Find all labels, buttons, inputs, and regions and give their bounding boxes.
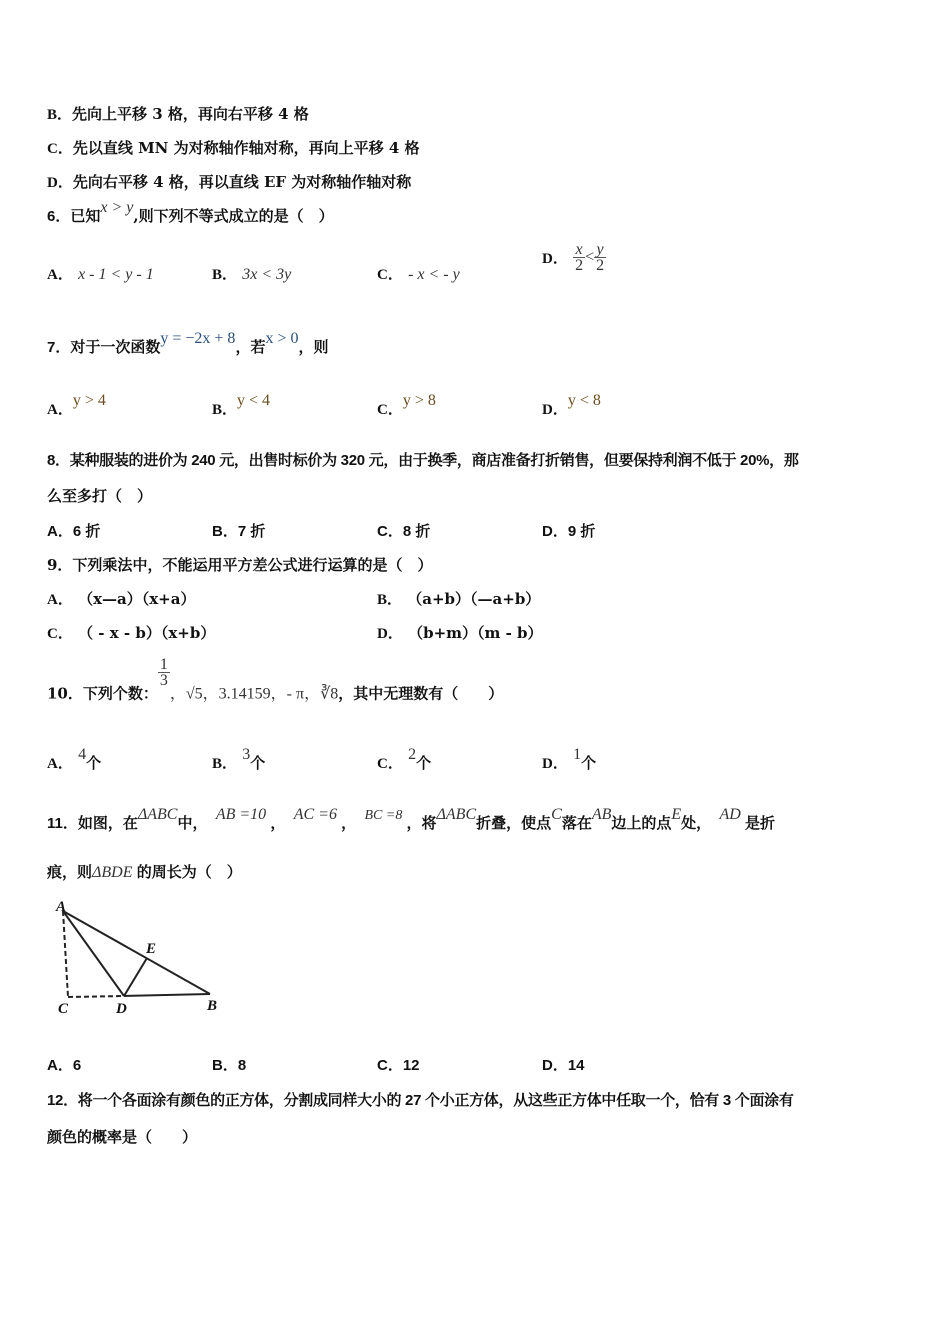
denominator: 3 — [159, 672, 168, 689]
option-text: （a+b）（—a+b） — [407, 590, 541, 608]
option-label: C． — [47, 141, 73, 157]
option-label: B． — [212, 267, 238, 283]
math-expr: E — [671, 806, 682, 823]
numerator: x — [573, 242, 585, 258]
q9-option-d — [377, 622, 543, 643]
option-value: 3 — [242, 746, 251, 763]
q8-stem-line1: 8．某种服装的进价为 240 元，出售时标价为 320 元，由于换季，商店准备打折销售，但要保持利润不低于 20%，那 — [47, 452, 799, 469]
stem-text: 对于一次函数 — [70, 338, 161, 356]
q10-option-b — [212, 746, 266, 773]
stem-text: ，若 — [235, 338, 266, 356]
q8-option-a — [47, 520, 100, 541]
option-unit: 个 — [581, 754, 597, 772]
option-label: C． — [47, 626, 73, 642]
math-expr: C — [551, 806, 562, 823]
option-label: B． — [212, 1057, 238, 1074]
option-label: D． — [47, 175, 73, 191]
option-text: 先向右平移 4 格，再以直线 EF 为对称轴作轴对称 — [72, 173, 412, 191]
operator: < — [585, 248, 595, 266]
q9-stem: 9．下列乘法中，不能运用平方差公式进行运算的是（ ） — [47, 556, 433, 574]
option-label: D． — [377, 626, 403, 642]
option-label: A． — [47, 267, 73, 283]
q12-stem-line1: 12．将一个各面涂有颜色的正方体，分割成同样大小的 27 个小正方体，从这些正方体中任取一个，恰有 3 个面涂有 — [47, 1092, 794, 1109]
option-label: A． — [47, 402, 73, 418]
stem-text: ， — [270, 815, 286, 832]
q11-option-d — [542, 1054, 585, 1075]
label-b: B — [207, 998, 218, 1014]
option-text: 先以直线 MN 为对称轴作轴对称，再向上平移 4 格 — [72, 139, 420, 157]
option-text: 先向上平移 3 格，再向右平移 4 格 — [72, 105, 309, 123]
option-text: （ - x - b）（x+b） — [78, 624, 216, 642]
q11-stem-line1 — [47, 806, 776, 833]
option-label: B． — [212, 523, 238, 540]
q10-option-c — [377, 746, 432, 773]
option-label: D． — [542, 251, 568, 267]
stem-text: 落在 — [561, 815, 592, 832]
stem-text: 是折 — [745, 815, 776, 832]
math-expr: y = −2x + 8 — [160, 330, 236, 347]
stem-text: ，其中无理数有（ ） — [338, 684, 504, 703]
numerator: 1 — [159, 656, 168, 673]
option-label: A． — [47, 756, 73, 772]
q6-option-d — [542, 242, 606, 273]
math-expr: x > 0 — [265, 330, 299, 347]
option-label: D． — [542, 402, 568, 418]
q5-option-b — [47, 103, 309, 124]
triangle-figure — [50, 895, 230, 1020]
denominator: 2 — [596, 257, 605, 274]
q12-stem-line2: 颜色的概率是（ ） — [47, 1129, 198, 1146]
stem-text: ， — [341, 815, 357, 832]
q6-option-c — [377, 263, 460, 284]
label-e: E — [146, 941, 157, 957]
option-label: B． — [47, 107, 73, 123]
q7-option-c — [377, 392, 436, 419]
q9-option-c — [47, 622, 215, 643]
math-expr: AB — [591, 806, 612, 823]
q11-stem-line2 — [47, 861, 242, 882]
option-unit: 个 — [416, 754, 432, 772]
q5-option-d — [47, 171, 411, 192]
option-label: C． — [377, 756, 403, 772]
math-expr: x - 1 < y - 1 — [78, 266, 154, 283]
option-label: C． — [377, 402, 403, 418]
math-expr: - x < - y — [408, 266, 460, 283]
math-expr: x > y — [100, 199, 134, 216]
stem-text: 的周长为（ ） — [136, 864, 242, 881]
math-expr: ΔABC — [137, 806, 178, 823]
q7-stem — [47, 330, 329, 357]
stem-text: 处， — [681, 815, 712, 832]
q6-stem — [47, 199, 334, 226]
option-text: （b+m）（m - b） — [408, 624, 543, 642]
q8-option-c — [377, 520, 430, 541]
q8-stem-line2: 么至多打（ ） — [47, 488, 153, 505]
q8-option-b — [212, 520, 265, 541]
q11-option-b — [212, 1054, 246, 1075]
option-text: 14 — [567, 1057, 585, 1074]
stem-text: 折叠，使点 — [476, 815, 552, 832]
stem-text: ，则 — [298, 338, 329, 356]
option-label: D． — [542, 523, 568, 540]
option-text: 6 折 — [72, 523, 101, 540]
option-text: 7 折 — [237, 523, 266, 540]
option-text: 8 折 — [402, 523, 431, 540]
option-text: 12 — [402, 1057, 420, 1074]
q10-option-d — [542, 746, 597, 773]
option-label: C． — [377, 1057, 403, 1074]
q10-stem — [47, 657, 503, 704]
stem-text: 中， — [177, 815, 208, 832]
option-value: 4 — [78, 746, 87, 763]
math-expr: y < 4 — [237, 392, 271, 409]
denominator: 2 — [575, 257, 584, 274]
option-label: A． — [47, 523, 73, 540]
q11-option-a — [47, 1054, 81, 1075]
q5-option-c — [47, 137, 420, 158]
option-label: B． — [212, 402, 238, 418]
option-label: A． — [47, 592, 73, 608]
question-number: 7． — [47, 339, 71, 356]
stem-text: 11．如图，在 — [47, 815, 138, 832]
option-label: B． — [212, 756, 238, 772]
option-value: 2 — [408, 746, 417, 763]
math-expr: ΔABC — [436, 806, 477, 823]
option-label: D． — [542, 1057, 568, 1074]
option-text: 8 — [237, 1057, 247, 1074]
math-expr: y > 4 — [72, 392, 106, 409]
option-label: C． — [377, 267, 403, 283]
option-unit: 个 — [250, 754, 266, 772]
fraction — [158, 657, 170, 688]
stem-text: ，将 — [406, 815, 437, 832]
math-expr: 3x < 3y — [242, 266, 292, 283]
option-label: A． — [47, 1057, 73, 1074]
stem-text: 已知 — [70, 207, 101, 225]
q11-option-c — [377, 1054, 420, 1075]
option-label: D． — [542, 756, 568, 772]
label-d: D — [116, 1001, 127, 1017]
option-label: C． — [377, 523, 403, 540]
option-value: 1 — [573, 746, 582, 763]
math-expr: ΔBDE — [92, 864, 133, 881]
q10-option-a — [47, 746, 102, 773]
math-expr: AB =10 — [215, 806, 267, 823]
q9-option-b — [377, 588, 540, 609]
question-number: 6． — [47, 208, 71, 225]
stem-text: 边上的点 — [611, 815, 672, 832]
q7-option-b — [212, 392, 271, 419]
math-expr: AD — [719, 806, 741, 823]
option-unit: 个 — [86, 754, 102, 772]
q8-option-d — [542, 520, 595, 541]
q7-option-d — [542, 392, 601, 419]
option-label: B． — [377, 592, 403, 608]
stem-text: 痕，则 — [47, 864, 93, 881]
fraction — [573, 242, 585, 273]
option-text: 9 折 — [567, 523, 596, 540]
math-expr: y < 8 — [567, 392, 601, 409]
q6-option-a — [47, 263, 154, 284]
q7-option-a — [47, 392, 106, 419]
option-text: 6 — [72, 1057, 82, 1074]
numerator: y — [594, 242, 606, 258]
label-c: C — [58, 1001, 69, 1017]
q6-option-b — [212, 263, 291, 284]
q9-option-a — [47, 588, 195, 609]
fraction — [594, 242, 606, 273]
option-text: （x—a）（x+a） — [78, 590, 196, 608]
math-expr: BC =8 — [364, 808, 403, 823]
math-expr: y > 8 — [402, 392, 436, 409]
stem-text: ,则下列不等式成立的是（ ） — [133, 207, 334, 225]
math-expr: AC =6 — [293, 806, 337, 823]
stem-text: 10．下列个数： — [47, 684, 158, 703]
label-a: A — [56, 899, 67, 915]
math-list: ，√5，3.14159，- π，∛8 — [169, 685, 339, 703]
